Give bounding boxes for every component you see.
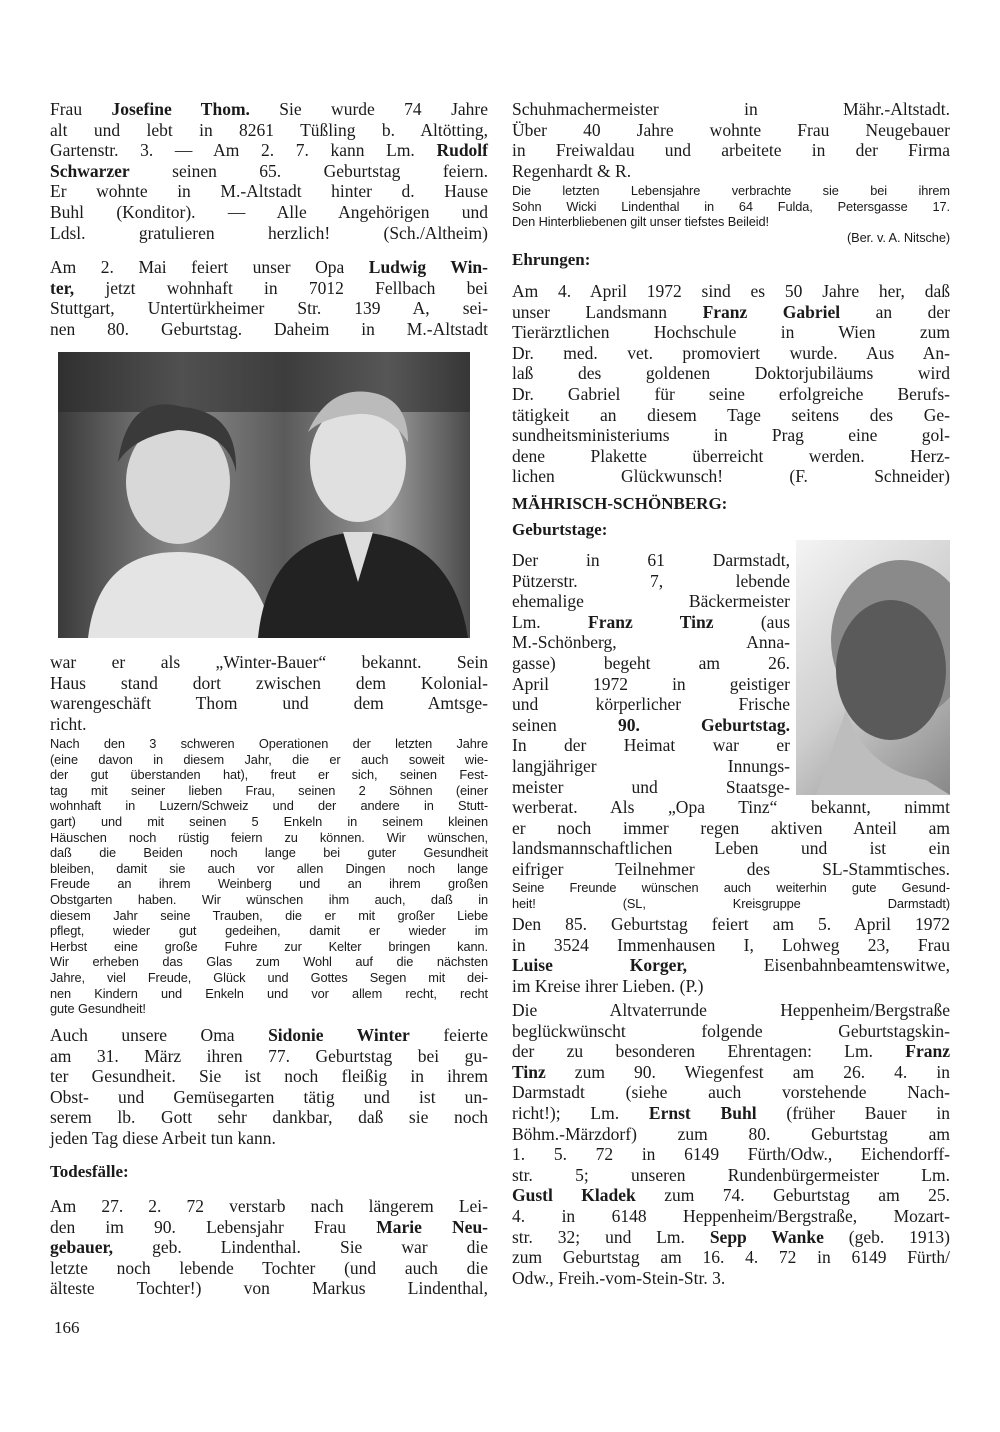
text-line: [512, 935, 950, 956]
text-line: [512, 281, 950, 302]
text-segment: Tierärztlichen Hochschule in Wien zum: [512, 322, 950, 343]
text-line: [512, 859, 950, 880]
text-line: [512, 674, 790, 695]
text-line: [50, 892, 488, 908]
text-segment: und körperlicher Frische: [512, 694, 790, 715]
text-segment: zum 74. Geburtstag am 25.: [635, 1185, 950, 1206]
text-segment: 1. 5. 72 in 6149 Fürth/Odw., Eichendorff-: [512, 1144, 950, 1165]
text-line: [50, 954, 488, 970]
text-segment: M.-Schönberg, Anna-: [512, 632, 790, 653]
text-line: [50, 923, 488, 939]
text-line: [50, 257, 488, 278]
text-segment: richt!); Lm.: [512, 1102, 649, 1123]
text-segment: feierte: [409, 1025, 488, 1045]
text-segment: Böhm.-Märzdorf) zum 80. Geburtstag am: [512, 1123, 950, 1144]
text-segment: beglückwünscht folgende Geburtstagskin-: [512, 1020, 950, 1041]
text-segment: er noch immer regen aktiven Anteil am: [512, 817, 950, 838]
text-line: [50, 986, 488, 1002]
paragraph-franz-tinz-narrow: [512, 550, 790, 797]
text-line: [512, 1082, 950, 1103]
photo-couple-illustration: [58, 352, 470, 638]
text-line: [512, 1124, 950, 1145]
text-segment: Ldsl. gratulieren herzlich! (Sch./Altheim): [50, 222, 488, 243]
text-line: [512, 818, 950, 839]
text-line: [50, 908, 488, 924]
text-segment: jetzt wohnhaft in 7012 Fellbach bei: [74, 277, 488, 298]
text-segment: eifriger Teilnehmer des SL-Stammtisches.: [512, 858, 950, 879]
text-segment: Er wohnte in M.-Altstadt hinter d. Hause: [50, 181, 488, 202]
text-segment: war er als „Winter-Bauer“ bekannt. Sein: [50, 652, 488, 672]
text-line: [512, 550, 790, 571]
text-line: [50, 140, 488, 161]
text-segment: an der: [840, 301, 950, 322]
paragraph-josefine-thom: [50, 99, 488, 243]
text-line: [512, 1227, 950, 1248]
paragraph-franz-gabriel: [512, 281, 950, 487]
text-line: [512, 1247, 950, 1268]
text-line: [50, 1128, 488, 1149]
paragraph-franz-tinz-wide: [512, 797, 950, 879]
text-line: [512, 653, 790, 674]
text-line: [512, 446, 950, 467]
text-segment: zum 90. Wiegenfest am 26. 4. in: [545, 1061, 950, 1082]
text-segment: älteste Tochter!) von Markus Lindenthal,: [50, 1278, 488, 1299]
text-line: [512, 955, 950, 976]
paragraph-sidonie-winter: [50, 1025, 488, 1149]
heading-ehrungen: Ehrungen:: [512, 250, 591, 269]
bold-name: Schwarzer: [50, 160, 130, 181]
text-segment: Sie wurde 74 Jahre: [249, 99, 488, 119]
heading-todesfaelle: Todesfälle:: [50, 1162, 129, 1181]
text-line: [512, 1000, 950, 1021]
text-line: [50, 181, 488, 202]
text-line: [512, 571, 790, 592]
text-segment: Den Hinterbliebenen gilt unser tiefstes Beileid!: [512, 214, 769, 230]
paragraph-ludwig-winter: [50, 257, 488, 339]
text-line: [512, 694, 790, 715]
text-line: [50, 830, 488, 846]
text-segment: Herbst eine große Fuhre zur Kelter bringen kann.: [50, 938, 488, 954]
text-line: [512, 384, 950, 405]
heading-maehrisch-schoenberg: MÄHRISCH-SCHÖNBERG:: [512, 494, 728, 513]
text-line: [512, 1062, 950, 1083]
small-print-tinz-wishes: [512, 880, 950, 911]
text-segment: (eine davon in diesem Jahr, die er auch soweit wie-: [50, 751, 488, 767]
text-line: [512, 756, 790, 777]
text-line: [512, 466, 950, 487]
text-segment: seinen 65. Geburtstag feiern.: [129, 160, 488, 181]
text-segment: letzte noch lebende Tochter (und auch die: [50, 1257, 488, 1278]
text-segment: tag mit seiner lieben Frau, seinen 2 Söhnen (einer: [50, 782, 488, 798]
text-line: [512, 302, 950, 323]
text-line: [50, 814, 488, 830]
text-line: [512, 1021, 950, 1042]
text-line: [50, 1258, 488, 1279]
text-line: [512, 183, 950, 199]
text-segment: richt.: [50, 713, 87, 734]
text-segment: Regenhardt & R.: [512, 160, 632, 181]
text-line: [512, 838, 950, 859]
text-segment: Darmstadt (siehe auch vorstehende Nach-: [512, 1082, 950, 1103]
bold-name: Tinz: [512, 1061, 546, 1082]
text-line: [50, 298, 488, 319]
text-segment: str. 5; unseren Rundenbürgermeister Lm.: [512, 1164, 950, 1185]
text-line: [50, 767, 488, 783]
text-line: [50, 876, 488, 892]
text-segment: warengeschäft Thom und dem Amtsge-: [50, 693, 488, 714]
text-segment: Odw., Freih.-vom-Stein-Str. 3.: [512, 1267, 726, 1288]
text-segment: serem lb. Gott sehr dankbar, daß sie noch: [50, 1107, 488, 1128]
text-segment: Lm.: [512, 611, 589, 632]
text-line: [50, 798, 488, 814]
text-segment: (aus: [713, 611, 791, 632]
text-segment: landsmannschaftlichen Leben und ist ein: [512, 838, 950, 859]
text-line: [50, 693, 488, 714]
text-line: [512, 199, 950, 215]
bold-name: 90. Geburtstag.: [617, 714, 790, 735]
text-segment: im Kreise ihrer Lieben. (P.): [512, 975, 704, 996]
bold-name: Josefine Thom.: [111, 99, 250, 119]
text-segment: Am 27. 2. 72 verstarb nach längerem Lei-: [50, 1196, 488, 1216]
text-segment: nen 80. Geburtstag. Daheim in M.-Altstadt: [50, 318, 488, 339]
text-segment: gute Gesundheit!: [50, 1001, 146, 1017]
text-segment: Obst- und Gemüsegarten tätig und ist un-: [50, 1086, 488, 1107]
bold-name: Ludwig Win-: [368, 257, 488, 277]
text-line: [50, 673, 488, 694]
text-line: [512, 1165, 950, 1186]
photo-portrait-illustration: [796, 540, 950, 795]
text-line: [50, 845, 488, 861]
text-line: [512, 214, 950, 230]
text-segment: Am 4. April 1972 sind es 50 Jahre her, daß: [512, 281, 950, 301]
text-segment: jeden Tag diese Arbeit tun kann.: [50, 1127, 276, 1148]
text-segment: Pützerstr. 7, lebende: [512, 570, 790, 591]
text-segment: Buhl (Konditor). — Alle Angehörigen und: [50, 201, 488, 222]
text-line: [512, 591, 790, 612]
text-line: [50, 752, 488, 768]
text-line: [50, 1046, 488, 1067]
text-line: [50, 1237, 488, 1258]
text-line: [512, 425, 950, 446]
text-segment: gart) und mit seinen 5 Enkeln in seinem kleinen: [50, 813, 488, 829]
text-segment: Die letzten Lebensjahre verbrachte sie bei ihrem: [512, 183, 950, 198]
text-line: [50, 1066, 488, 1087]
heading-geburtstage: Geburtstage:: [512, 520, 608, 539]
bold-name: Sepp Wanke: [709, 1226, 824, 1247]
text-segment: der zu besonderen Ehrentagen: Lm.: [512, 1041, 906, 1062]
bold-name: Sidonie Winter: [268, 1025, 410, 1045]
text-line: [512, 140, 950, 161]
photo-franz-tinz: [796, 540, 950, 795]
bold-name: Ernst Buhl: [648, 1102, 757, 1123]
text-line: [512, 1206, 950, 1227]
text-line: [50, 1217, 488, 1238]
text-line: [50, 736, 488, 752]
bold-name: Luise Korger,: [512, 955, 687, 976]
text-line: [512, 322, 950, 343]
text-segment: Den 85. Geburtstag feiert am 5. April 1972: [512, 914, 950, 934]
text-segment: Stuttgart, Untertürkheimer Str. 139 A, sei-: [50, 298, 488, 319]
text-segment: Wir erheben das Glas zum Wohl auf die nächsten: [50, 954, 488, 970]
text-segment: alt und lebt in 8261 Tüßling b. Altötting,: [50, 119, 488, 140]
text-segment: geb. Lindenthal. Sie war die: [113, 1237, 488, 1258]
bold-name: Rudolf: [436, 140, 488, 161]
text-segment: Jahre, viel Freude, Glück und Gottes Segen mit dei-: [50, 969, 488, 985]
text-segment: Am 2. Mai feiert unser Opa: [50, 257, 369, 277]
text-segment: ter Gesundheit. Sie ist noch fleißig in ihrem: [50, 1066, 488, 1087]
text-segment: tätigkeit an diesem Tage seitens des Ge-: [512, 404, 950, 425]
text-line: [50, 1001, 488, 1017]
text-segment: laß des goldenen Doktorjubiläums wird: [512, 363, 950, 384]
text-line: [50, 223, 488, 244]
text-line: [50, 1278, 488, 1299]
text-line: [512, 161, 950, 182]
bold-name: Marie Neu-: [376, 1216, 489, 1237]
text-segment: der gut überstanden hat), freut er sich, seinen Fest-: [50, 767, 488, 783]
text-segment: werberat. Als „Opa Tinz“ bekannt, nimmt: [512, 797, 950, 817]
text-line: [512, 632, 790, 653]
text-segment: unser Landsmann: [512, 301, 703, 322]
photo-couple-winter: [58, 352, 470, 638]
text-line: [512, 120, 950, 141]
text-segment: zum Geburtstag am 16. 4. 72 in 6149 Fürth/: [512, 1247, 950, 1268]
text-line: [512, 880, 950, 896]
text-segment: Über 40 Jahre wohnte Frau Neugebauer: [512, 119, 950, 140]
text-segment: Eisenbahnbeamtenswitwe,: [686, 955, 950, 976]
paragraph-neugebauer-continued: [512, 99, 950, 181]
text-segment: nen Kindern und Enkeln und vor allem recht, recht: [50, 985, 488, 1001]
text-segment: gasse) begeht am 26.: [512, 652, 790, 673]
text-segment: Auch unsere Oma: [50, 1025, 269, 1045]
bold-name: Franz Tinz: [588, 611, 714, 632]
text-segment: in Freiwaldau und arbeitete in der Firma: [512, 140, 950, 161]
bold-name: Franz: [905, 1041, 950, 1062]
text-line: [512, 363, 950, 384]
text-segment: Gartenstr. 3. — Am 2. 7. kann Lm.: [50, 140, 437, 161]
text-line: [512, 777, 790, 798]
text-line: [512, 343, 950, 364]
text-line: [512, 405, 950, 426]
text-segment: str. 32; und Lm.: [512, 1226, 710, 1247]
bold-name: Gustl Kladek: [512, 1185, 636, 1206]
text-segment: April 1972 in geistiger: [512, 673, 790, 694]
paragraph-marie-neugebauer: [50, 1196, 488, 1299]
text-segment: pflegt, wieder gut gedeihen, damit er wieder im: [50, 923, 488, 939]
text-segment: 4. in 6148 Heppenheim/Bergstraße, Mozart-: [512, 1205, 950, 1226]
text-line: [50, 970, 488, 986]
text-segment: Schuhmachermeister in Mähr.-Altstadt.: [512, 99, 950, 119]
text-line: [512, 1185, 950, 1206]
text-segment: Obstgarten haben. Wir wünschen ihm auch, daß in: [50, 891, 488, 907]
text-line: [512, 1041, 950, 1062]
small-print-condolence: [512, 183, 950, 230]
text-segment: Seine Freunde wünschen auch weiterhin gute Gesund-: [512, 880, 950, 895]
text-line: [512, 976, 950, 997]
credit-nitsche: (Ber. v. A. Nitsche): [846, 230, 950, 245]
text-line: [50, 1196, 488, 1217]
text-line: [512, 715, 790, 736]
paragraph-luise-korger: [512, 914, 950, 996]
text-segment: Freude an ihrem Weinberg und an ihrem großen: [50, 876, 488, 892]
text-line: [512, 1268, 950, 1289]
bold-name: gebauer,: [50, 1237, 114, 1258]
text-segment: dene Plakette überreicht werden. Herz-: [512, 445, 950, 466]
text-segment: meister und Staatsge-: [512, 776, 790, 797]
text-line: [512, 735, 790, 756]
text-line: [512, 797, 950, 818]
small-print-wishes: [50, 736, 488, 1017]
text-segment: (früher Bauer in: [756, 1102, 951, 1123]
text-line: [50, 1107, 488, 1128]
text-segment: daß die Beiden noch lange bei guter Gesundheit: [50, 845, 488, 861]
text-segment: in 3524 Immenhausen I, Lohweg 23, Frau: [512, 934, 950, 955]
text-line: [50, 99, 488, 120]
paragraph-altvaterrunde: [512, 1000, 950, 1288]
text-line: [50, 319, 488, 340]
text-line: [50, 939, 488, 955]
text-segment: Haus stand dort zwischen dem Kolonial-: [50, 672, 488, 693]
text-segment: am 31. März ihren 77. Geburtstag bei gu-: [50, 1045, 488, 1066]
text-line: [50, 783, 488, 799]
text-segment: diesem Jahr seine Trauben, die er mit großer Liebe: [50, 907, 488, 923]
text-line: [512, 1103, 950, 1124]
text-segment: Dr. Gabriel für seine erfolgreiche Berufs-: [512, 383, 950, 404]
text-segment: ehemalige Bäckermeister: [512, 591, 790, 612]
paragraph-winter-bauer: [50, 652, 488, 734]
text-segment: wohnhaft in Luzern/Schweiz und der andere in Stutt-: [50, 798, 488, 814]
text-line: [50, 161, 488, 182]
text-segment: sundheitsministeriums in Prag eine gol-: [512, 425, 950, 446]
text-segment: Frau: [50, 99, 112, 119]
text-line: [50, 714, 488, 735]
text-segment: heit! (SL, Kreisgruppe Darmstadt): [512, 895, 950, 911]
text-segment: Nach den 3 schweren Operationen der letzten Jahre: [50, 736, 488, 751]
text-segment: lichen Glückwunsch! (F. Schneider): [512, 466, 950, 487]
text-line: [512, 914, 950, 935]
text-segment: den im 90. Lebensjahr Frau: [50, 1216, 377, 1237]
text-line: [50, 202, 488, 223]
text-line: [50, 1025, 488, 1046]
bold-name: Franz Gabriel: [702, 301, 841, 322]
text-line: [512, 1144, 950, 1165]
text-segment: In der Heimat war er: [512, 735, 790, 756]
text-segment: Die Altvaterrunde Heppenheim/Bergstraße: [512, 1000, 950, 1020]
text-segment: langjähriger Innungs-: [512, 755, 790, 776]
text-segment: seinen: [512, 714, 618, 735]
text-segment: bleiben, damit sie auch vor allen Dingen noch lange: [50, 860, 488, 876]
text-line: [512, 99, 950, 120]
text-segment: Häuschen noch rüstig feiern zu können. Wir wünschen,: [50, 829, 488, 845]
bold-name: ter,: [50, 277, 75, 298]
text-line: [512, 896, 950, 912]
text-line: [50, 652, 488, 673]
text-segment: (geb. 1913): [823, 1226, 950, 1247]
text-line: [50, 1087, 488, 1108]
text-segment: Sohn Wicki Lindenthal in 64 Fulda, Petersgasse 17.: [512, 198, 950, 214]
text-line: [512, 612, 790, 633]
text-line: [50, 861, 488, 877]
text-segment: Dr. med. vet. promoviert wurde. Aus An-: [512, 342, 950, 363]
page-number: 166: [54, 1318, 80, 1337]
text-segment: Der in 61 Darmstadt,: [512, 550, 790, 570]
text-line: [50, 278, 488, 299]
text-line: [50, 120, 488, 141]
